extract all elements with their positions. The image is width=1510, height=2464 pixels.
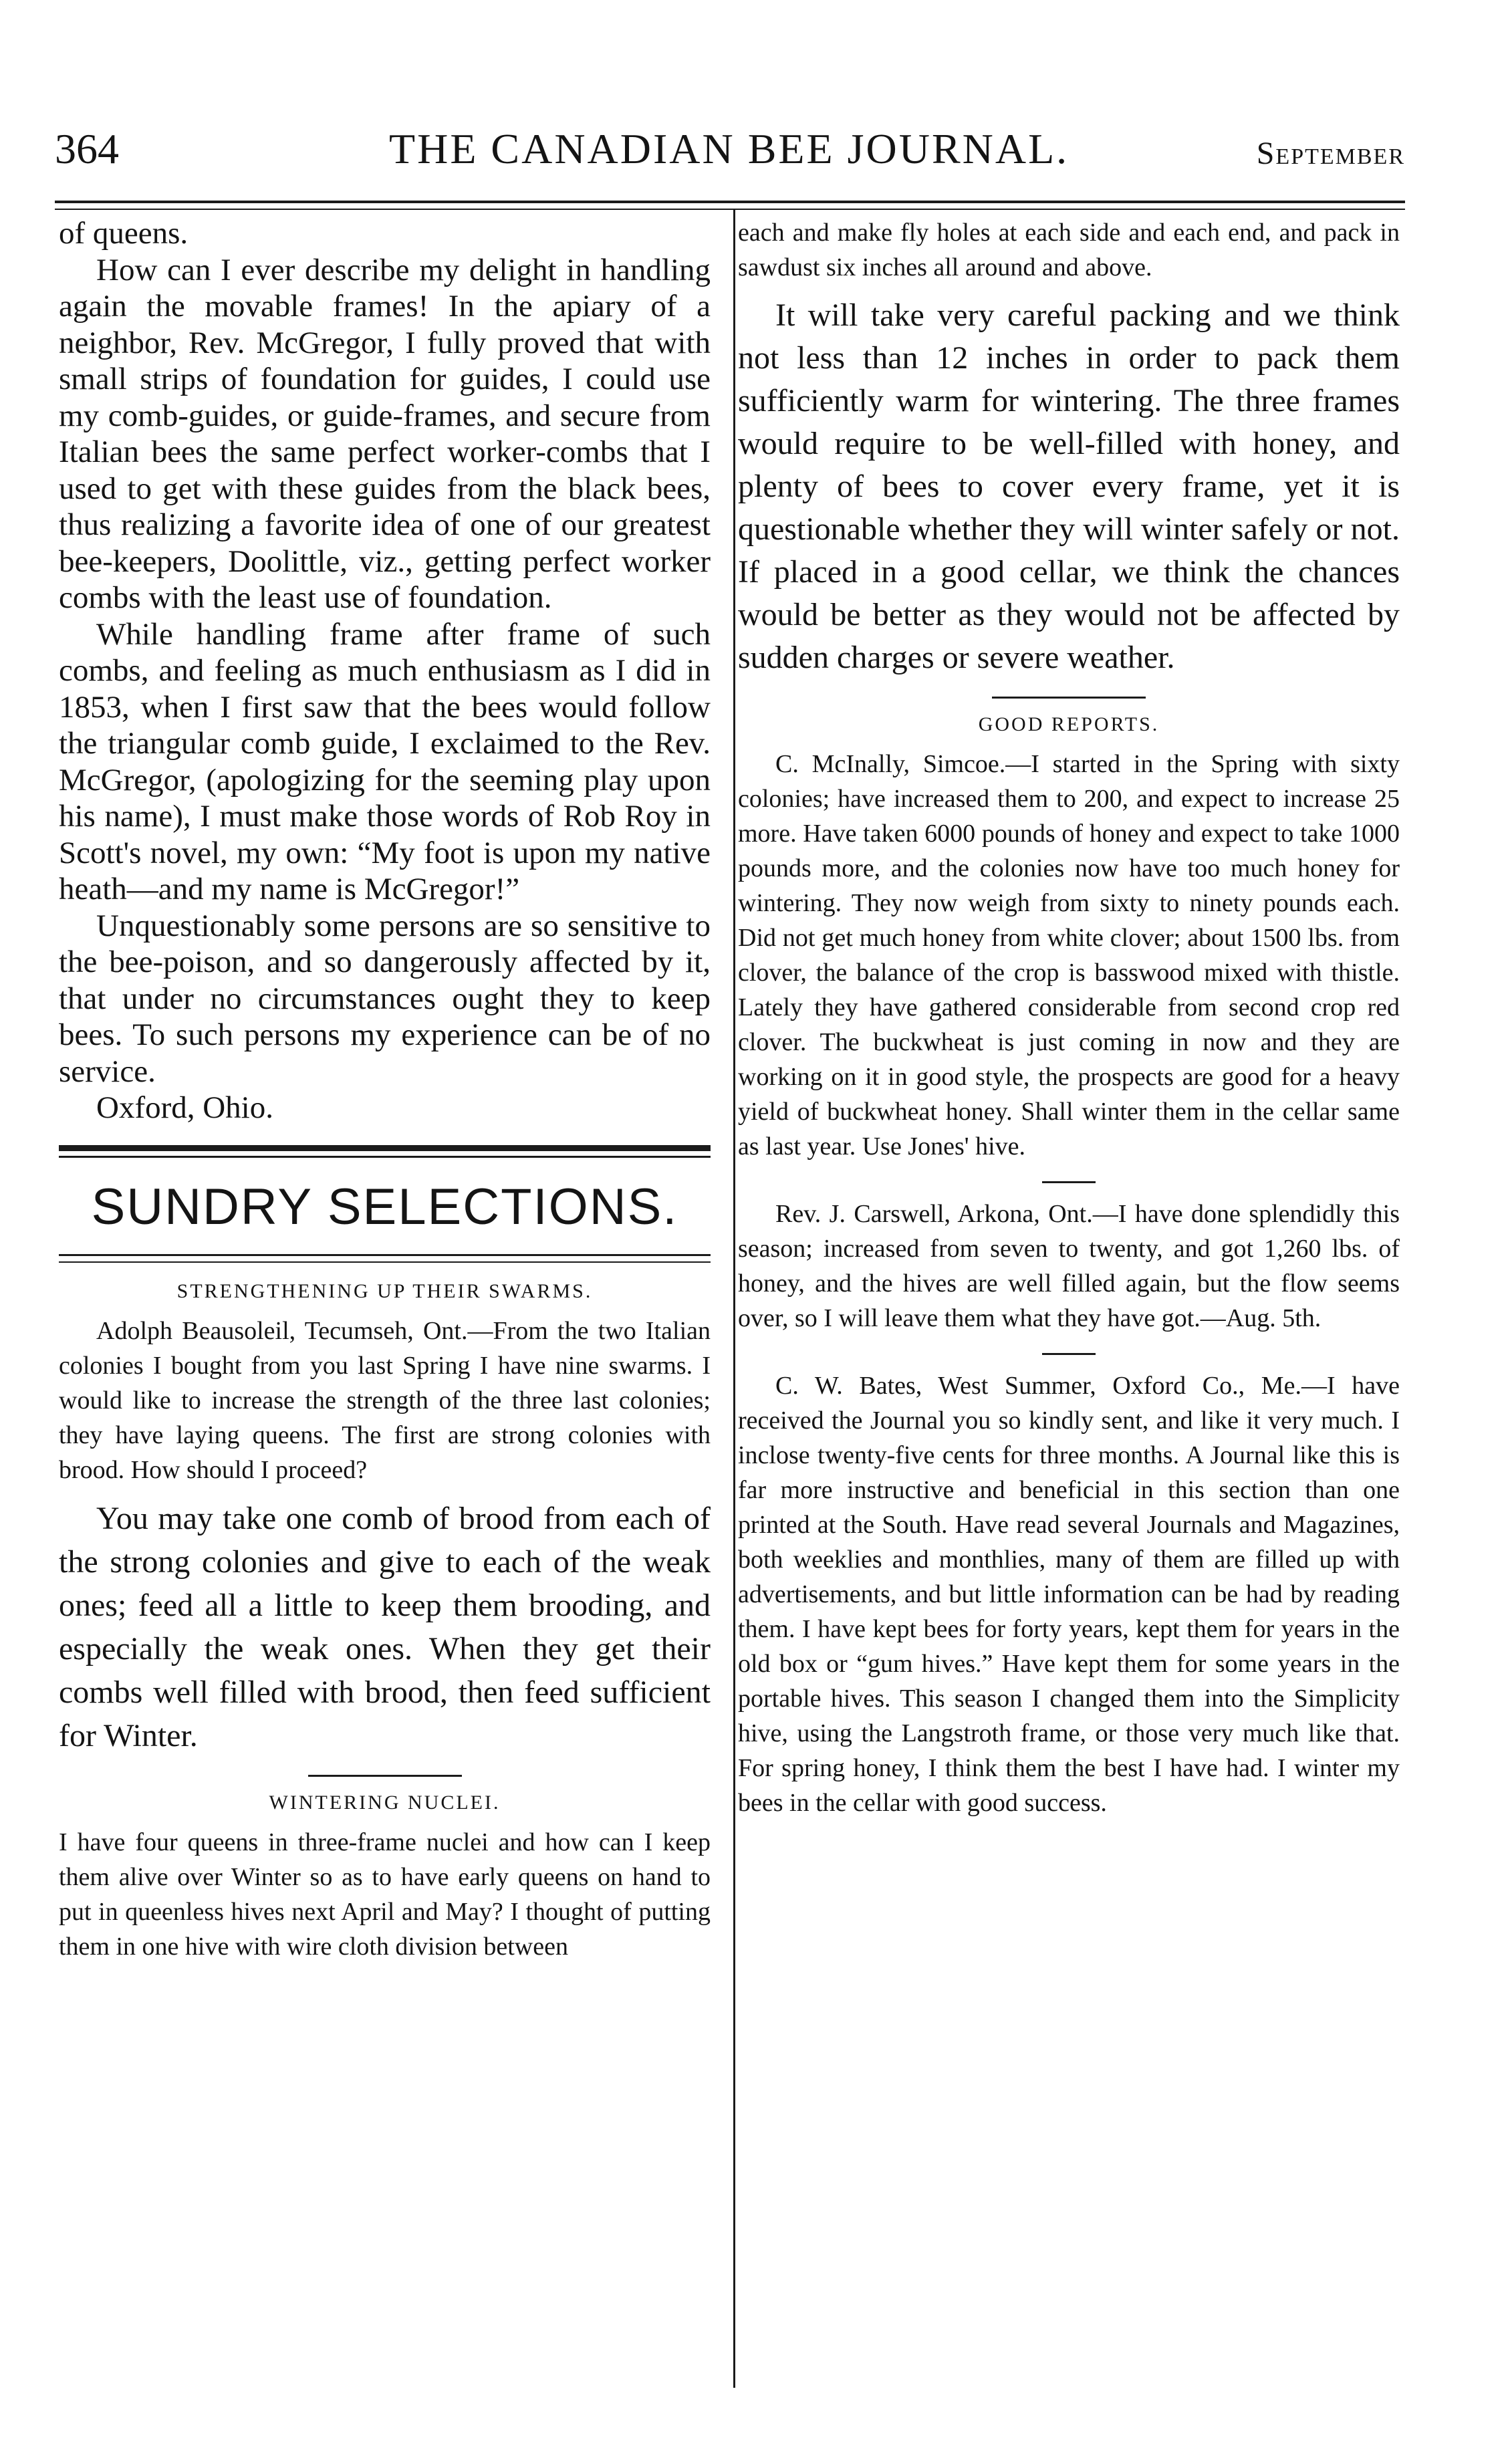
header-rule-thin [55,209,1405,210]
article-paragraph: While handling frame after frame of such combs, and feeling as much enthusiasm as I did in 1853, when I first saw that the bees would follow the triangular comb guide, I exclaimed to the Rev. McGregor, (apologizing for the seeming play upon his name), I must make those words of Rob Roy in Scott's novel, my own: “My foot is upon my native heath—and my name is McGregor!” [59,616,711,906]
letter-wintering-nuclei [59,1825,711,1964]
subhead-strengthening: STRENGTHENING UP THEIR SWARMS. [176,1279,593,1302]
article-paragraph: of queens. [59,216,188,251]
reports-list [738,747,1400,1820]
header-rule [55,201,1405,203]
letter-text: I have four queens in three-frame nuclei and how can I keep them alive over Winter so as to have early queens on hand to put in queenless hives next April and May? I thought of putting them in one hive with wire cloth division between [59,1828,711,1961]
article-paragraph: How can I ever describe my delight in handling again the movable frames! In the apiary of a neighbor, Rev. McGregor, I fully proved that with small strips of foundation for guides, I could use my comb-guides, or guide-frames, and secure from Italian bees the same perfect worker-combs that I used to get with these guides from the black bees, thus realizing a favorite idea of one of our greatest bee-keepers, Doolittle, viz., getting perfect worker combs with the least use of foundation. [59,252,711,615]
separator-rule [1042,1181,1096,1183]
report-mcinally: C. McInally, Simcoe.—I started in the Spring with sixty colonies; have increased them to 200, and expect to increase 25 more. Have taken 6000 pounds of honey and expect to take 1000 pounds more, and the colonies now have too much honey for wintering. They now weigh from sixty to ninety pounds each. Did not get much honey from white clover; about 1500 lbs. from clover, the balance of the crop is basswood mixed with thistle. Lately they have gathered considerable from second crop red clover. The buckwheat is just coming in now and they are working on it in good style, the prospects are good for a heavy yield of buckwheat honey. Shall winter them in the cellar same as last year. Use Jones' hive. [738,750,1400,1160]
letter-text: each and make fly holes at each side and each end, and pack in sawdust six inches all around and above. [738,219,1400,281]
reply-text: It will take very careful packing and we think not less than 12 inches in order to pack them sufficiently warm for wintering. The three frames would require to be well-filled with honey, and plenty of bees to cover every frame, yet it is questionable whether they will winter safely or not. If placed in a good cellar, we think the chances would be better as they would not be affected by sudden charges or severe weather. [738,297,1400,675]
reply-text: You may take one comb of brood from each of the strong colonies and give to each of the weak ones; feed all a little to keep them brooding, and especially the weak ones. When they get their combs well filled with brood, then feed sufficient for Winter. [59,1500,711,1753]
subhead-good-reports: GOOD REPORTS. [978,713,1160,735]
separator-rule [992,697,1146,699]
right-column [738,215,1400,1820]
article-signoff: Oxford, Ohio. [96,1090,273,1125]
section-rule-bottom-thin [59,1261,711,1263]
letter-beausoleil [59,1314,711,1487]
column-divider [733,209,735,2388]
report-carswell: Rev. J. Carswell, Arkona, Ont.—I have done splendidly this season; increased from seven to twenty, and got 1,260 lbs. of honey, and the hives are well filled again, but the flow seems over, so I will leave them what they have got.—Aug. 5th. [738,1200,1400,1332]
letter-text: Adolph Beausoleil, Tecumseh, Ont.—From the two Italian colonies I bought from you last Spring I have nine swarms. I would like to increase the strength of the three last colonies; they have laying queens. The first are strong colonies with brood. How should I proceed? [59,1316,711,1484]
report-bates: C. W. Bates, West Summer, Oxford Co., Me.—I have received the Journal you so kindly sent, and like it very much. I inclose twenty-five cents for three months. A Journal like this is far more instructive and beneficial in this section than one printed at the South. Have read several Journals and Magazines, both weeklies and monthlies, many of them are filled up with advertisements, and but little information can be had by reading them. I have kept bees for forty years, kept them for years in the old box or “gum hives.” Have kept them for some years in the portable hives. This season I changed them into the Simplicity hive, using the Langstroth frame, or those very much like that. For spring honey, I think them the best I have had. I winter my bees in the cellar with good success. [738,1372,1400,1817]
section-title: SUNDRY SELECTIONS. [91,1178,678,1235]
page-number: 364 [55,125,119,172]
editor-reply-wintering [738,294,1400,679]
subhead-wintering: WINTERING NUCLEI. [269,1791,501,1814]
article-paragraph: Unquestionably some persons are so sensitive to the bee-poison, and so dangerously affected by it, that under no circumstances ought they to keep bees. To such persons my experience can be of no service. [59,908,711,1089]
editor-reply-strengthening [59,1497,711,1757]
section-rule-bottom [59,1254,711,1256]
article-continuation [59,215,711,1126]
section-rule-thick [59,1145,711,1151]
journal-title: THE CANADIAN BEE JOURNAL. [389,125,1069,172]
left-column [59,215,711,1964]
letter-wintering-continued [738,215,1400,285]
running-head [55,119,1405,179]
separator-rule [1042,1353,1096,1355]
section-rule-thin [59,1156,711,1158]
issue-month: September [1256,136,1405,171]
separator-rule [308,1775,462,1777]
